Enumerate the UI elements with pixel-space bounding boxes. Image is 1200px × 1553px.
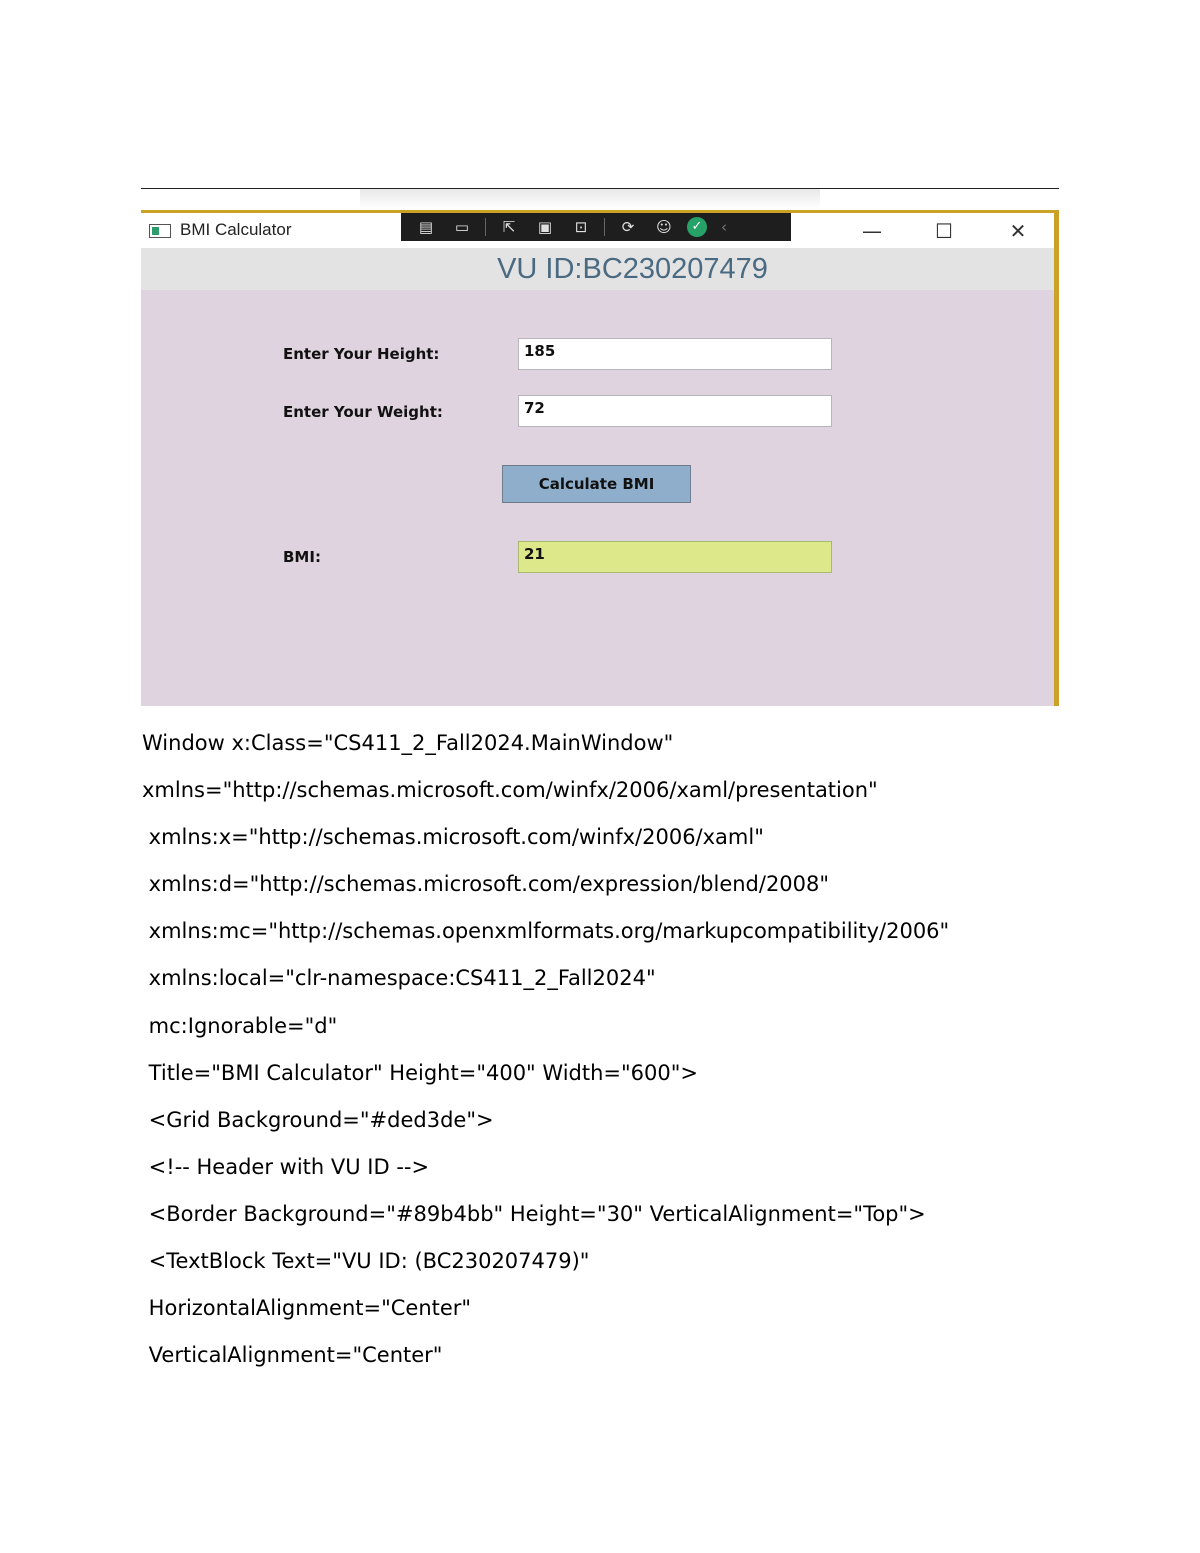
xaml-code-block: [142, 728, 1082, 1387]
maximize-button[interactable]: ☐: [935, 219, 953, 243]
select-element-icon[interactable]: ⇱: [502, 218, 516, 236]
window-title: BMI Calculator: [180, 220, 292, 239]
height-input[interactable]: 185: [518, 338, 832, 370]
code-line: xmlns:mc="http://schemas.openxmlformats.org/markupcompatibility/2006": [142, 919, 950, 944]
code-line: VerticalAlignment="Center": [142, 1343, 443, 1368]
weight-label: Enter Your Weight:: [283, 403, 443, 421]
window-border-top: [141, 210, 1059, 213]
code-line: xmlns:x="http://schemas.microsoft.com/winfx/2006/xaml": [142, 825, 764, 850]
live-visual-tree-icon[interactable]: ▤: [418, 218, 434, 236]
collapse-icon[interactable]: ‹: [721, 218, 727, 236]
weight-input[interactable]: 72: [518, 395, 832, 427]
window-titlebar: [141, 213, 1054, 248]
debug-toolbar: [401, 213, 791, 241]
code-line: HorizontalAlignment="Center": [142, 1296, 472, 1321]
bmi-window-screenshot: [141, 210, 1059, 706]
toolbar-separator: [604, 218, 605, 236]
accessibility-icon[interactable]: ☺: [656, 218, 672, 236]
app-icon: [149, 224, 171, 238]
bmi-result-field[interactable]: 21: [518, 541, 832, 573]
track-focus-icon[interactable]: ⊡: [574, 218, 588, 236]
hot-reload-icon[interactable]: ⟳: [621, 218, 635, 236]
bmi-label: BMI:: [283, 548, 321, 566]
check-icon[interactable]: ✓: [687, 217, 707, 237]
code-line: xmlns="http://schemas.microsoft.com/winfx/2006/xaml/presentation": [142, 778, 878, 803]
minimize-button[interactable]: —: [862, 219, 882, 243]
vu-id-header: VU ID:BC230207479: [497, 253, 768, 285]
height-label: Enter Your Height:: [283, 345, 440, 363]
code-line: Window x:Class="CS411_2_Fall2024.MainWindow": [142, 731, 674, 755]
calculate-bmi-button[interactable]: Calculate BMI: [502, 465, 691, 503]
code-line: <Grid Background="#ded3de">: [142, 1107, 494, 1132]
code-line: <!-- Header with VU ID -->: [142, 1154, 430, 1179]
code-line: <TextBlock Text="VU ID: (BC230207479)": [142, 1249, 590, 1274]
record-icon[interactable]: ▭: [454, 218, 470, 236]
display-layout-adorners-icon[interactable]: ▣: [537, 218, 553, 236]
code-line: xmlns:d="http://schemas.microsoft.com/expression/blend/2008": [142, 872, 830, 897]
code-line: Title="BMI Calculator" Height="400" Width="600">: [142, 1060, 698, 1085]
close-button[interactable]: ✕: [1009, 219, 1027, 243]
toolbar-separator: [485, 218, 486, 236]
code-line: xmlns:local="clr-namespace:CS411_2_Fall2024": [142, 966, 656, 991]
toolbar-shadow: [360, 189, 820, 209]
code-line: <Border Background="#89b4bb" Height="30" VerticalAlignment="Top">: [142, 1201, 926, 1226]
window-border-right: [1054, 210, 1059, 706]
code-line: mc:Ignorable="d": [142, 1013, 338, 1038]
